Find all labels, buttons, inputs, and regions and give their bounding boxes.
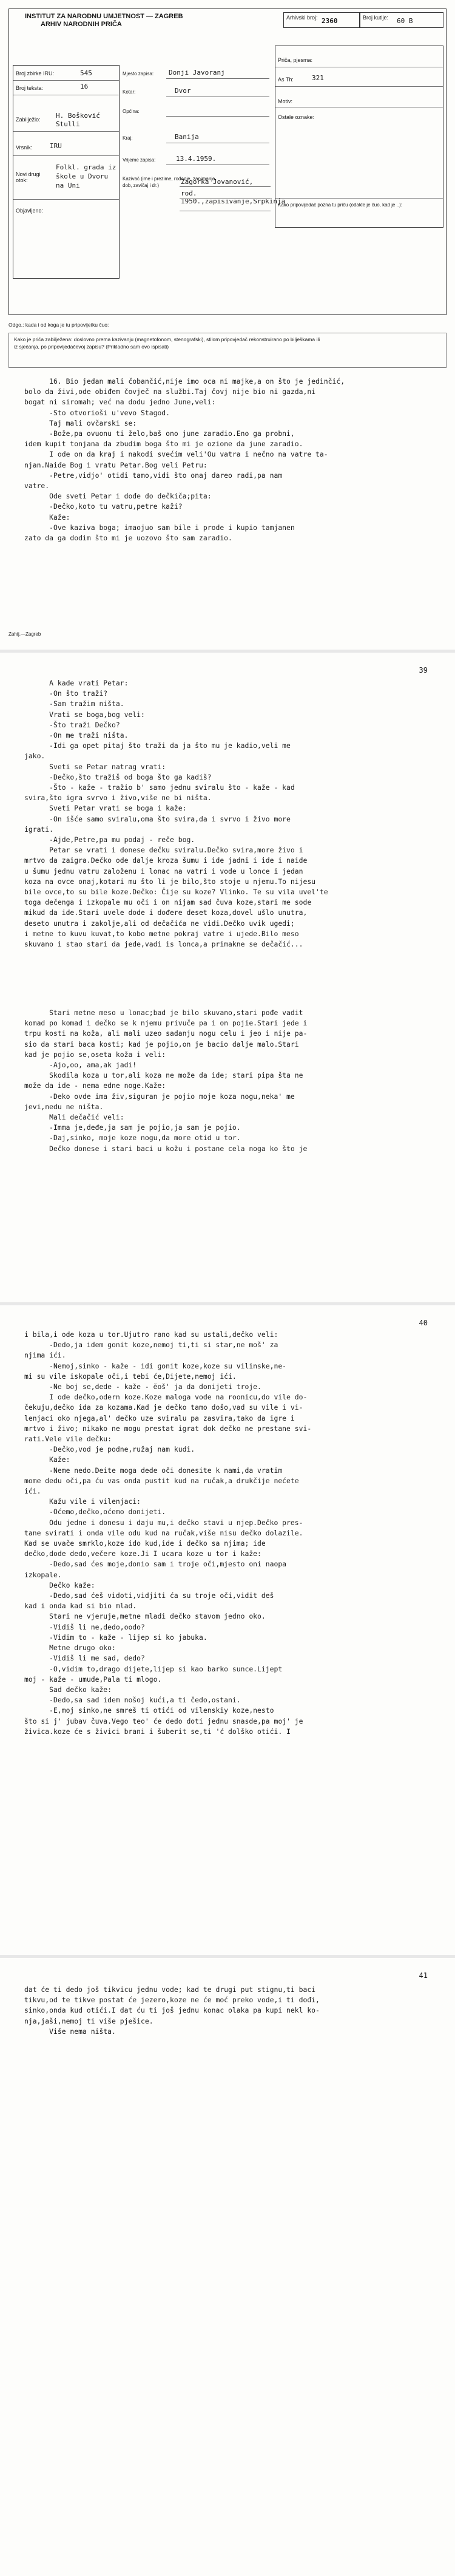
- motiv-label: Motiv:: [278, 98, 293, 104]
- kazivac-label: Kazivač (ime i prezime, rođenje, zanimanje, dob, zavičaj i dr.): [123, 176, 217, 188]
- kako-label: Kako pripovijedač pozna tu priču (odakle je čuo, kad je ..):: [278, 202, 403, 208]
- prica-row: [275, 46, 443, 67]
- novi-broj-label: Novi drugi otok:: [16, 171, 41, 183]
- right-column: [275, 46, 443, 228]
- institute-header: [25, 13, 183, 29]
- info-bar: [8, 333, 447, 368]
- zabiljezio-row: [13, 95, 119, 132]
- page-4: [0, 1958, 455, 2576]
- page-4-story-text: dat će ti dedo još tikvicu jednu vode; kad te drugi put stignu,ti baci tikvu,od te tikve postat će jezero,koze ne će moć preko vode,i ti dođi, sinko,onda kud otići.I dat ću ti još jednu konac olaka pa kupi nekl ko- nja,jaši,nemoj ti više pješice. Više nema ništa.: [24, 1985, 320, 2036]
- kazivac-value-1: Zagorka Jovanović,: [181, 178, 254, 186]
- arhivski-broj-label: Arhivski broj:: [286, 15, 318, 21]
- broj-zbirke-label: Broj zbirke IRU:: [16, 70, 55, 76]
- zabiljezio-label: Zabilježio:: [16, 117, 41, 123]
- page-1: [0, 0, 455, 650]
- objavljeno-label: Objavljeno:: [16, 208, 44, 214]
- broj-zbirke-value: 545: [80, 69, 92, 77]
- novi-broj-row: [13, 155, 119, 200]
- printer-mark: Zahtj.—Zagreb: [8, 631, 41, 637]
- mjesto-label: Mjesto zapisa:: [123, 71, 154, 76]
- page-4-number: 41: [419, 1971, 428, 1980]
- prica-label: Priča, pjesma:: [278, 57, 313, 63]
- kazivac-value-2: rođ. 1950.,zapisivanje,Srpkinja: [181, 189, 286, 205]
- institute-line-2: ARHIV NARODNIH PRIČA: [41, 21, 122, 28]
- as-tu-row: [275, 67, 443, 87]
- vrsnik-label: Vrsnik:: [16, 144, 33, 151]
- kraj-label: Kraj:: [123, 135, 133, 141]
- motiv-row: [275, 86, 443, 107]
- info-bar-line-1: Kako je priča zabilježena: doslovno prema kazivanju (magnetofonom, stenografski), stilom pripovjedač rekonstruirano po bilješkama ili: [14, 336, 320, 342]
- kotar-value: Dvor: [175, 87, 191, 95]
- arhivski-broj-box: [283, 12, 360, 28]
- page-1-story-text: 16. Bio jedan mali čobančić,nije imo oca ni majke,a on što je jedinčić, bolo da živi,ode obiđem čovječ na službi.Taj čovj nije bio ni gazda,ni bogat ni siromah; već na dodu jedno June,veli: -Sto otvorioši u'vevo Stagod. Taj mali ovčarski se: -Bože,pa ovuonu ti želo,baš ono june zaradio.Eno ga probni, idem kupit tonjana da zbudim boga što mi je ozione da june zaradio. I ode on da kraj i nakodi svećim veli'Ou vatra i nečno na vatre ta- njan.Naiđe Bog i vratu Petar.Bog veli Petru: -Petre,vidjo' otidi tamo,vidi što onaj dareo radi,pa nam vatre. Ode sveti Petar i dođe do dečkiča;pita: -Dečko,koto tu vatru,petre kaži? Kaže: -Ove kaziva boga; imaojuo sam bile i prode i kupio tamjanen zato da ga dodim što mi je uozovo što sam zaradio.: [24, 377, 345, 543]
- broj-kutije-label: Broj kutije:: [363, 15, 389, 21]
- ostale-row: [275, 107, 443, 199]
- novi-broj-value: Folkl. grada iz škole u Dvoru na Uni: [56, 163, 116, 189]
- vrsnik-row: [13, 131, 119, 156]
- archive-card: [8, 8, 447, 315]
- info-bar-line-2: iz sjećanja, po pripovijedačevoj zapisu? (Prikladno sam ovo ispisati): [14, 344, 169, 350]
- kotar-label: Kotar:: [123, 89, 136, 95]
- vrijeme-value: 13.4.1959.: [176, 155, 217, 163]
- broj-teksta-value: 16: [80, 83, 89, 90]
- arhivski-broj-value: 2360: [322, 17, 338, 25]
- objavljeno-row: [13, 199, 119, 223]
- page-3-number: 40: [419, 1319, 428, 1327]
- institute-line-1: INSTITUT ZA NARODNU UMJETNOST — ZAGREB: [25, 13, 183, 20]
- broj-teksta-row: [13, 80, 119, 95]
- page-3-story-text: i bila,i ode koza u tor.Ujutro rano kad su ustali,dečko veli: -Dedo,ja idem gonit koze,nemoj ti,ti si star,ne moš' za njima ići. -Nemoj,sinko - kaže - idi gonit koze,koze su vilinske,ne- mi su vile iskopale oči,i tebi će,Dijete,nemoj ići. -Ne boj se,dede - kaže - ĕoš' ja da donijeti troje. I ode dečko,odern koze.Koze maloga vode na roonicu,do vile do- čekuju,dečko ida za kozama.Kad je dečko tamo došo,vad su vile i vi- lenjaci oko njega,al' dečko uze sviralu pa zasvira,tako da igre i mrtvo i živo; nikako ne mogu prestat igrat dok dečko ne prestane svi- rati.Vele vile dečku: -Dečko,vod je podne,ružaj nam kudi. Kaže: -Neme nedo.Deite moga dede oči donesite k nami,da vratim mome dedu oči,pa ću vas onda pustit kud na ručak,a drukčije nećete ići. Kažu vile i vilenjaci: -Oćemo,dečko,oćemo donijeti. Odu jedne i donesu i daju mu,i dečko stavi u njep.Dečko pres- tane svirati i onda vile odu kud na ručak,više nisu dečko dolazile. Kad se uvače smrklo,koze ido kud,ide i dečko sa njima; ide dečko,dode dedo,večere koze.Ji I ucara koze u tor i kaže: -Dedo,sad ćes moje,donio sam i troje oči,mjesto oni naopa izkopale. Dečko kaže: -Dedo,sad ćeš vidoti,vidjiti ća su troje oči,vidit deš kad i onda kad si bio mlad. Stari ne vjeruje,metne mladi dečko stavom jedno oko. -Vidiš li ne,dedo,oodo? -Vidim to - kaže - lijep si ko jabuka. Metne drugo oko: -Vidiš li me sad, dedo? -O,vidim to,drago dijete,lijep si kao barko sunce.Lijept moj - kaže - umude,Pala ti mlogo. Sad dečko kaže: -Dedo,sa sad idem nošoj kući,a ti čedo,ostani. -E,moj sinko,ne smreš ti otići od vilenskiy koze,nesto što si j' jubav čuva.Vego teo' će dedo doti jednu snasde,pa moj' je živica.koze će s živici brani i šuberit se,ti 'ć dolško otići. I: [24, 1330, 312, 1736]
- vrijeme-label: Vrijeme zapisa:: [123, 157, 156, 163]
- opcina-label: Općina:: [123, 109, 140, 114]
- page-2-story-text: A kade vrati Petar: -On što traži? -Sam tražim ništa. Vrati se boga,bog veli: -Što traži Dečko? -On me traži ništa. -Idi ga opet pitaj što traži da ja što mu je kadio,veli me jako. Sveti se Petar natrag vrati: -Dečko,što tražiš od boga što ga kadiš? -Što - kaže - tražio b' samo jednu sviralu što - kaže - kad svira,što igra svrvo i živo,više ne bi ništa. Sveti Petar vrati se boga i kaže: -On išće samo sviralu,oma što svira,da i svrvo i živo more igrati. -Ajde,Petre,pa mu podaj - reče bog. Petar se vrati i donese dečku sviralu.Dečko svira,more živo i mrtvo da zaigra.Dečko ode dalje kroza šumu i ide jadni i ide i naide u šumu jednu vatru založenu i lonac na vatri i vode u lonce i jedan koza na ovce onaj,kotari mu što li je bilo,što stoje u njemu.To nijesu bile ovce,to su bile koze.Dečko: Čije su koze? Vlinko. Te su vila uvel'te toga dečenga i izkopale mu oči i on nijam sad čuva koze,stari me sode mikud da ide.Stari uvele dode i dođere deset koza,dovel ušlo unutra, deseto unutra i zakolje,ali od dečačića ne vidi.Dečko uvik ugedi; i metne to kuvu kuvat,to kobo metne pokraj vatre i ujede.Bilo meso skuvano i stao stari da jede,vadi is lonca,a primakne se dečačić...: [24, 679, 328, 949]
- page-2-story-text-cont: Stari metne meso u lonac;bad je bilo skuvano,stari pođe vadit komad po komad i dečko se k njemu privuče pa i on pojie.Stari jede i trpu kosti na koža, ali mali uzeo sadanju nogu celu i jeo i nije pa- sio da stari baca kosti; kad je pojio,on je bacio dalje malo.Stari kad je pojio se,oseta koža i veli: -Ajo,oo, ama,ak jadi! Skodila koza u tor,ali koza ne može da ide; stari pipa šta ne može da ide - nema edne noge.Kaže: -Deko ovde ima živ,siguran je pojio moje koza nogu,neka' me jevi,nedu ne ništa. Mali dečačić veli: -Imma je,deđe,ja sam je pojio,ja sam je pojio. -Daj,sinko, moje koze nogu,da more otid u tor. Dečko donese i stari baci u kožu i postane cela noga ko što je: [24, 1008, 308, 1153]
- left-column: [13, 65, 120, 279]
- broj-teksta-label: Broj teksta:: [16, 85, 44, 91]
- odgovor-line: Odgo.: kada i od koga je tu pripovijetku čuo:: [8, 322, 109, 328]
- broj-kutije-box: [360, 12, 443, 28]
- mjesto-value: Donji Javoranj: [169, 69, 225, 76]
- page-2: [0, 653, 455, 1302]
- as-tu-value: 321: [312, 74, 324, 82]
- kraj-value: Banija: [175, 133, 199, 141]
- as-tu-label: As Th:: [278, 76, 294, 83]
- page-3: [0, 1305, 455, 1955]
- broj-kutije-value: 60 B: [397, 17, 413, 25]
- ostale-label: Ostale oznake:: [278, 114, 315, 120]
- broj-zbirke-row: [13, 66, 119, 81]
- kako-row: [275, 198, 443, 227]
- vrsnik-value: IRU: [50, 142, 62, 150]
- page-2-number: 39: [419, 666, 428, 675]
- zabiljezio-value: H. Bošković Stulli: [56, 112, 100, 128]
